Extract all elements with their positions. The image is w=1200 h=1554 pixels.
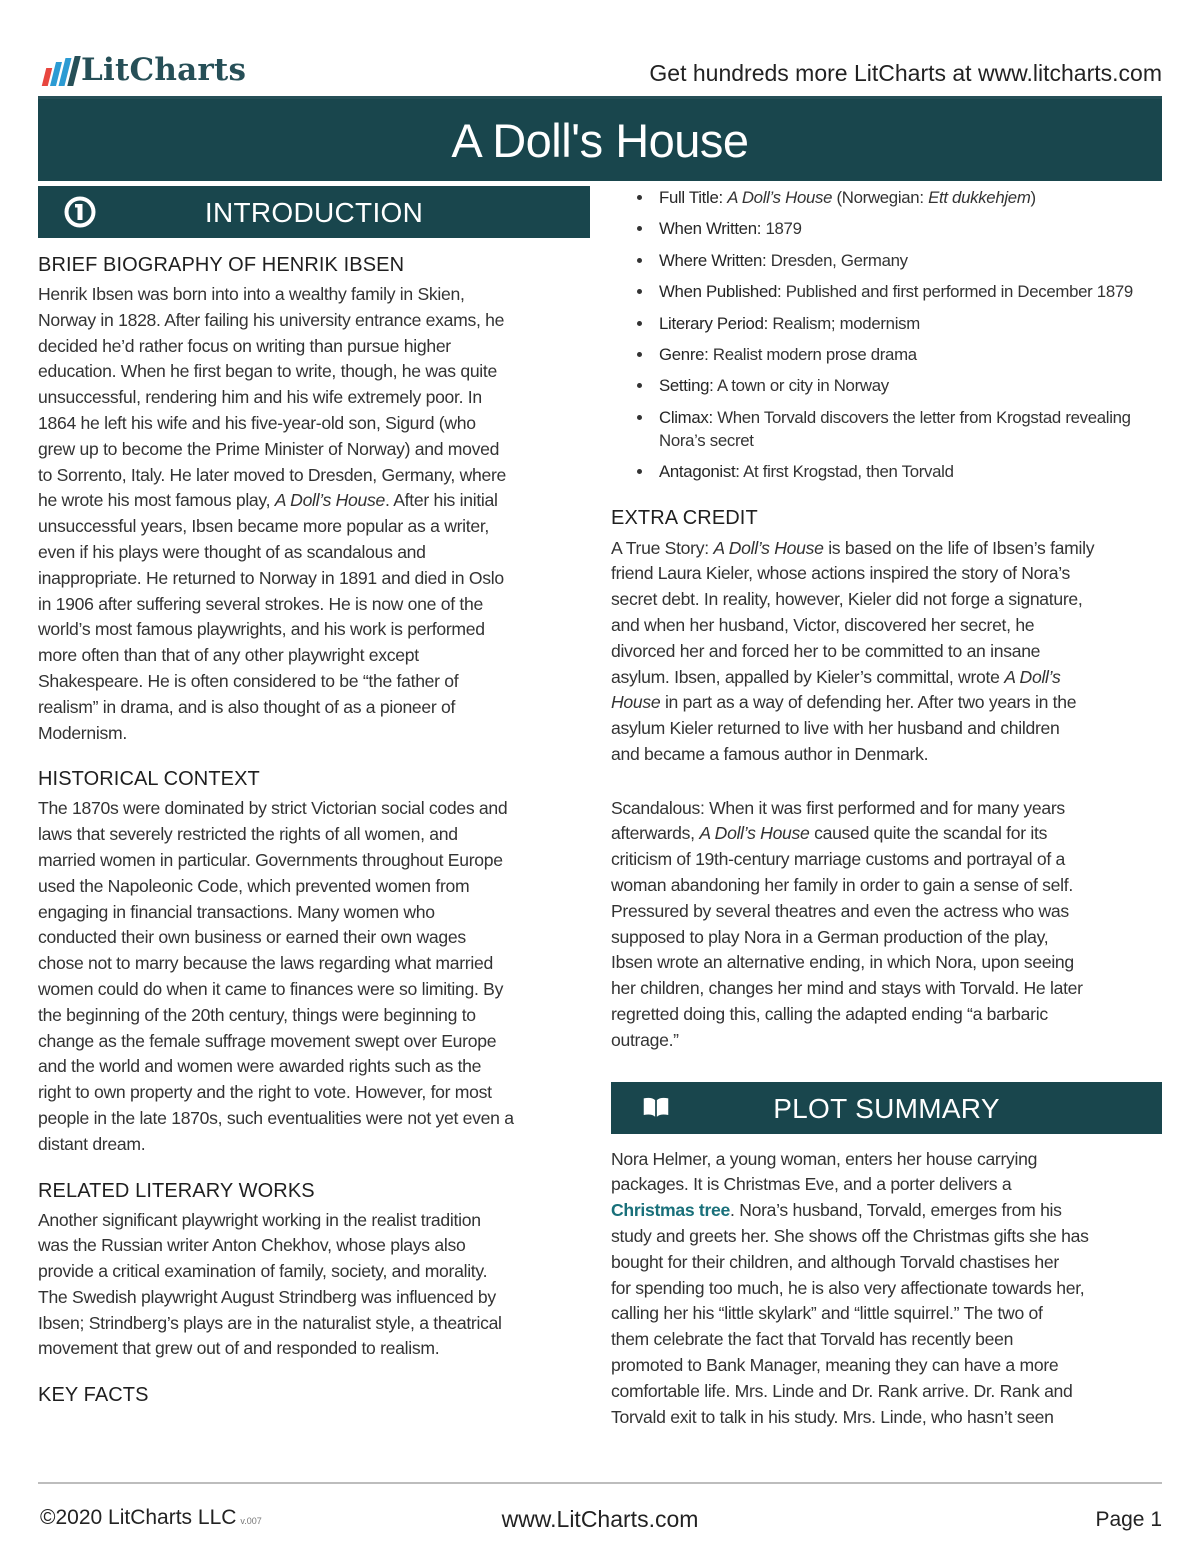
extra-credit-heading: EXTRA CREDIT: [611, 506, 758, 529]
text-line: [38, 977, 590, 1003]
right-column: [611, 186, 1162, 1430]
footer-divider: [38, 1482, 1162, 1484]
text-run: Ibsen wrote an alternative ending, in which Nora, upon seeing: [611, 952, 1074, 973]
introduction-title: INTRODUCTION: [204, 197, 424, 228]
text-run: people in the late 1870s, such eventualities were not yet even a: [38, 1107, 514, 1128]
text-run: asylum. Ibsen, appalled by Kieler’s committal, wrote: [611, 666, 1005, 687]
text-line: [38, 437, 590, 463]
text-line: [611, 1379, 1162, 1405]
page-header: [38, 50, 1162, 96]
text-line: [611, 536, 1162, 562]
text-line: [38, 488, 590, 514]
text-line: [38, 643, 590, 669]
text-line: [611, 1327, 1162, 1353]
text-run: divorced her and forced her to be committed to an insane: [611, 640, 1041, 661]
text-run: calling her his “little skylark” and “little squirrel.” The two of: [611, 1303, 1043, 1324]
text-line: [38, 1233, 590, 1259]
true-story-text: [611, 536, 1162, 768]
text-line: [38, 1311, 590, 1337]
text-run: inappropriate. He returned to Norway in 1891 and died in Oslo: [38, 567, 504, 588]
text-line: [38, 848, 590, 874]
text-line: [611, 1172, 1162, 1198]
text-line: [38, 951, 590, 977]
text-run: secret debt. In reality, however, Kieler did not forge a signature,: [611, 589, 1083, 610]
text-run: afterwards,: [611, 823, 700, 844]
text-line: [611, 873, 1162, 899]
text-line: [38, 1132, 590, 1158]
plot-summary-title: PLOT SUMMARY: [773, 1092, 1000, 1124]
text-run: unsuccessful years, Ibsen became more popular as a writer,: [38, 516, 490, 537]
key-fact-label: Where Written:: [659, 250, 767, 270]
text-run: is based on the life of Ibsen’s family: [823, 537, 1095, 558]
historical-context-heading: HISTORICAL CONTEXT: [38, 768, 260, 791]
text-line: [38, 925, 590, 951]
text-line: [611, 821, 1162, 847]
text-line: [38, 359, 590, 385]
text-run: the beginning of the 20th century, things were beginning to: [38, 1004, 476, 1025]
text-line: [611, 1224, 1162, 1250]
text-run: was the Russian writer Anton Chekhov, whose plays also: [38, 1235, 466, 1256]
text-run: Shakespeare. He is often considered to be “the father of: [38, 670, 459, 691]
text-line: [38, 1285, 590, 1311]
title-banner: [38, 99, 1162, 181]
key-fact-value: A Doll’s House: [727, 188, 833, 207]
page-footer: [38, 1504, 1162, 1536]
logo-text: LitCharts: [81, 52, 247, 88]
text-run: Another significant playwright working in the realist tradition: [38, 1209, 481, 1230]
text-line: [611, 899, 1162, 925]
text-line: [38, 463, 590, 489]
text-line: [38, 411, 590, 437]
text-line: [611, 976, 1162, 1002]
text-run: realism” in drama, and is also thought of as a pioneer of: [38, 696, 456, 717]
text-line: [611, 1028, 1162, 1054]
text-run: provide a critical examination of family, society, and morality.: [38, 1261, 488, 1282]
text-run: used the Napoleonic Code, which prevented women from: [38, 875, 470, 896]
key-fact-item: [611, 249, 1162, 272]
text-line: [611, 742, 1162, 768]
key-fact-value: Realism; modernism: [768, 313, 920, 333]
text-line: [38, 796, 590, 822]
text-run: The Swedish playwright August Strindberg was influenced by: [38, 1286, 496, 1307]
text-line: [611, 950, 1162, 976]
text-line: [38, 1259, 590, 1285]
text-line: [38, 695, 590, 721]
text-run: promoted to Bank Manager, meaning they can have a more: [611, 1355, 1059, 1376]
symbol-link[interactable]: Christmas tree: [611, 1200, 731, 1221]
text-run: Nora Helmer, a young woman, enters her house carrying: [611, 1148, 1038, 1169]
key-fact-value: Dresden, Germany: [766, 250, 908, 270]
text-line: [38, 592, 590, 618]
text-line: [38, 900, 590, 926]
text-line: [38, 334, 590, 360]
text-line: [611, 1353, 1162, 1379]
biography-heading: BRIEF BIOGRAPHY OF HENRIK IBSEN: [38, 254, 405, 276]
text-line: [38, 822, 590, 848]
key-fact-value: Realist modern prose drama: [708, 344, 917, 364]
text-line: [38, 617, 590, 643]
text-run: . After his initial: [385, 490, 498, 511]
text-run: decided he’d rather focus on writing than pursue higher: [38, 335, 451, 356]
text-run: in part as a way of defending her. After two years in the: [660, 692, 1077, 713]
text-run: packages. It is Christmas Eve, and a porter delivers a: [611, 1174, 1012, 1195]
key-fact-label: Setting:: [659, 376, 714, 396]
text-line: [38, 282, 590, 308]
text-run: unsuccessful, rendering him and his wife extremely poor. In: [38, 387, 482, 408]
text-line: [38, 566, 590, 592]
text-run: grew up to become the Prime Minister of Norway) and moved: [38, 438, 500, 459]
key-fact-label: Climax:: [659, 407, 713, 427]
plot-summary-band: [611, 1082, 1162, 1134]
key-fact-value: (Norwegian:: [832, 188, 929, 207]
header-tagline-link[interactable]: Get hundreds more LitCharts at www.litcharts.com: [649, 60, 1162, 86]
text-run: 1864 he left his wife and his five-year-old son, Sigurd (who: [38, 412, 476, 433]
text-run: woman abandoning her family in order to gain a sense of self.: [611, 875, 1073, 896]
key-fact-label: When Written:: [659, 219, 762, 239]
text-line: [611, 796, 1162, 822]
key-fact-label: Antagonist:: [659, 462, 740, 482]
text-run: outrage.”: [611, 1029, 679, 1050]
text-run: Pressured by several theatres and even the actress who was: [611, 900, 1069, 921]
text-run: study and greets her. She shows off the Christmas gifts she has: [611, 1226, 1089, 1247]
text-line: [38, 308, 590, 334]
copyright-text: ©2020 LitCharts LLC: [40, 1506, 237, 1529]
text-run: friend Laura Kieler, whose actions inspired the story of Nora’s: [611, 563, 1070, 584]
text-run: A Doll’s House: [699, 823, 810, 844]
key-fact-item: [611, 343, 1162, 366]
text-run: married women in particular. Governments throughout Europe: [38, 849, 503, 870]
text-line: [38, 1054, 590, 1080]
text-run: and became a famous author in Denmark.: [611, 743, 929, 764]
page-title: A Doll's House: [451, 113, 749, 167]
related-works-text: [38, 1208, 590, 1363]
text-run: even if his plays were thought of as scandalous and: [38, 541, 426, 562]
text-run: A Doll’s House: [713, 537, 824, 558]
text-line: [38, 1208, 590, 1234]
text-line: [38, 669, 590, 695]
key-fact-label: Literary Period:: [659, 313, 768, 333]
text-run: them celebrate the fact that Torvald has recently been: [611, 1329, 1014, 1350]
key-fact-value: When Torvald discovers the letter from Krogstad revealing Nora’s secret: [659, 407, 1131, 450]
key-fact-value: At first Krogstad, then Torvald: [739, 462, 954, 482]
text-line: [611, 925, 1162, 951]
text-line: [611, 561, 1162, 587]
left-column: [38, 186, 590, 1407]
text-run: The 1870s were dominated by strict Victorian social codes and: [38, 798, 508, 819]
text-line: [611, 1147, 1162, 1173]
text-line: [38, 721, 590, 747]
litcharts-logo[interactable]: [44, 54, 246, 86]
key-fact-item: [611, 280, 1162, 303]
introduction-band: [38, 186, 590, 238]
key-fact-item: [611, 186, 1162, 209]
text-line: [38, 514, 590, 540]
key-fact-value: 1879: [761, 219, 802, 239]
related-works-heading: RELATED LITERARY WORKS: [38, 1179, 315, 1202]
text-run: right to own property and the right to vote. However, for most: [38, 1082, 492, 1103]
key-fact-item: [611, 406, 1162, 452]
text-run: Modernism.: [38, 722, 127, 743]
key-fact-value: A town or city in Norway: [713, 376, 889, 396]
plot-summary-text: [611, 1147, 1162, 1431]
text-run: comfortable life. Mrs. Linde and Dr. Rank arrive. Dr. Rank and: [611, 1380, 1073, 1401]
text-run: bought for their children, and although Torvald chastises her: [611, 1251, 1059, 1272]
text-run: her children, changes her mind and stays with Torvald. He later: [611, 978, 1083, 999]
text-run: world’s most famous playwrights, and his work is performed: [38, 619, 485, 640]
text-line: [611, 1405, 1162, 1431]
text-line: [38, 1336, 590, 1362]
text-line: [38, 1003, 590, 1029]
text-run: and the world and women were awarded rights such as the: [38, 1056, 482, 1077]
text-run: education. When he first began to write, though, he was quite: [38, 361, 497, 382]
historical-context-text: [38, 796, 590, 1157]
text-run: chose not to marry because the laws regarding what married: [38, 953, 493, 974]
text-line: [611, 690, 1162, 716]
key-fact-label: Full Title:: [659, 188, 723, 207]
text-line: [611, 639, 1162, 665]
version-label: v.007: [240, 1516, 262, 1526]
key-fact-value: Ett dukkehjem: [928, 188, 1031, 207]
text-run: in 1906 after suffering several strokes. He is now one of the: [38, 593, 483, 614]
text-run: House: [611, 692, 661, 713]
text-line: [611, 1250, 1162, 1276]
text-line: [611, 1002, 1162, 1028]
text-run: A True Story:: [611, 537, 714, 558]
text-line: [611, 613, 1162, 639]
key-fact-label: Genre:: [659, 344, 709, 364]
text-run: Torvald exit to talk in his study. Mrs. Linde, who hasn’t seen: [611, 1406, 1054, 1427]
text-run: engaging in financial transactions. Many women who: [38, 901, 435, 922]
key-fact-item: [611, 374, 1162, 397]
text-run: conducted their own business or earned their own wages: [38, 927, 466, 948]
text-run: Henrik Ibsen was born into into a wealthy family in Skien,: [38, 284, 465, 304]
text-run: regretted doing this, calling the adapted ending “a barbaric: [611, 1004, 1048, 1025]
text-line: [38, 1080, 590, 1106]
key-fact-value: ): [1030, 188, 1036, 207]
key-fact-item: [611, 312, 1162, 335]
text-run: to Sorrento, Italy. He later moved to Dresden, Germany, where: [38, 464, 507, 485]
text-line: [611, 1301, 1162, 1327]
key-fact-item: [611, 217, 1162, 240]
footer-site-link[interactable]: www.LitCharts.com: [501, 1506, 699, 1532]
text-run: for spending too much, he is also very affectionate towards her,: [611, 1277, 1085, 1298]
text-run: Norway in 1828. After failing his university entrance exams, he: [38, 309, 505, 330]
key-fact-item: [611, 460, 1162, 483]
text-run: A Doll’s House: [274, 490, 386, 511]
text-line: [38, 874, 590, 900]
text-line: [611, 847, 1162, 873]
text-run: Scandalous: When it was first performed and for many years: [611, 797, 1065, 818]
text-run: caused quite the scandal for its: [809, 823, 1048, 844]
text-run: supposed to play Nora in a German production of the play,: [611, 926, 1049, 947]
text-run: he wrote his most famous play,: [38, 490, 275, 511]
text-run: change as the female suffrage movement swept over Europe: [38, 1030, 497, 1051]
text-line: [611, 716, 1162, 742]
key-facts-list: [611, 186, 1162, 483]
logo-bars-icon: [44, 56, 77, 86]
text-run: . Nora’s husband, Torvald, emerges from his: [730, 1200, 1062, 1221]
text-run: movement that grew out of and responded to realism.: [38, 1338, 440, 1359]
scandalous-text: [611, 796, 1162, 1054]
key-fact-label: When Published:: [659, 282, 782, 302]
key-facts-heading: KEY FACTS: [38, 1384, 149, 1407]
text-run: women could do when it came to finances were so limiting. By: [38, 978, 504, 999]
text-line: [38, 385, 590, 411]
text-run: laws that severely restricted the rights of all women, and: [38, 824, 458, 845]
text-run: more often than that of any other playwright except: [38, 645, 419, 666]
text-run: Ibsen; Strindberg’s plays are in the naturalist style, a theatrical: [38, 1312, 502, 1333]
text-run: asylum Kieler returned to live with her husband and children: [611, 718, 1060, 739]
text-line: [38, 1106, 590, 1132]
text-line: [38, 1029, 590, 1055]
text-line: [611, 587, 1162, 613]
key-fact-value: Published and first performed in December 1879: [781, 282, 1133, 302]
text-line: [611, 1276, 1162, 1302]
text-line: [611, 665, 1162, 691]
text-run: criticism of 19th-century marriage customs and portrayal of a: [611, 849, 1065, 870]
text-run: distant dream.: [38, 1133, 146, 1154]
text-line: [611, 1198, 1162, 1224]
text-run: A Doll’s: [1004, 666, 1061, 687]
page-number: Page 1: [1095, 1508, 1162, 1531]
biography-text: [38, 282, 590, 746]
text-run: and when her husband, Victor, discovered her secret, he: [611, 614, 1035, 635]
text-line: [38, 540, 590, 566]
